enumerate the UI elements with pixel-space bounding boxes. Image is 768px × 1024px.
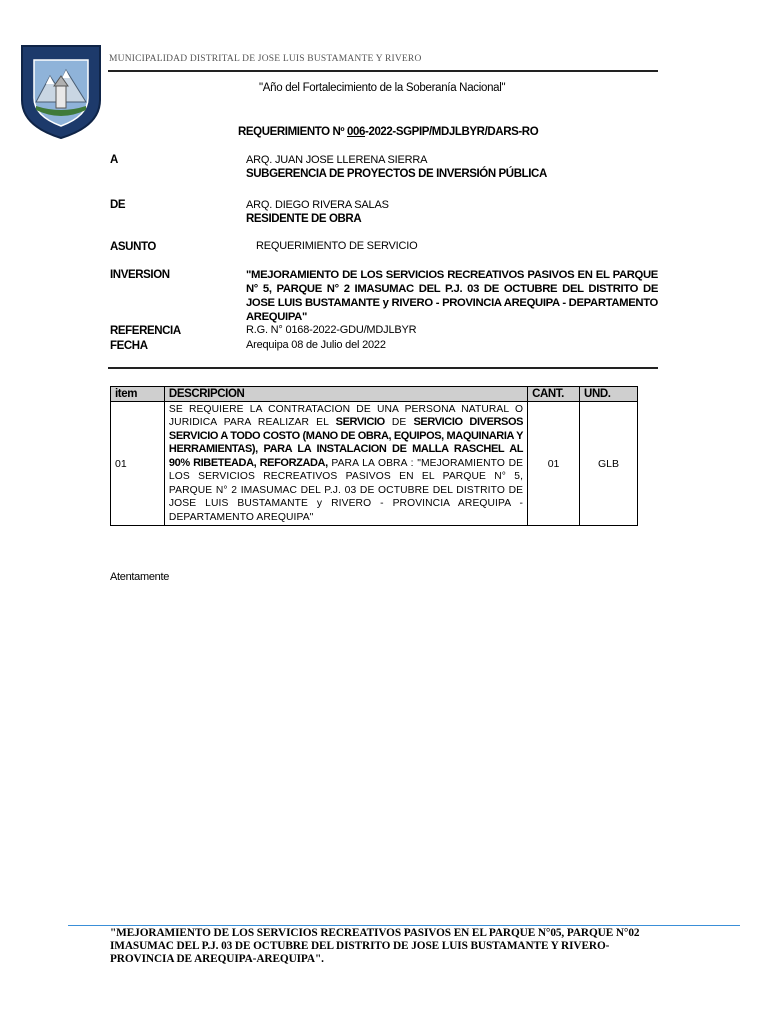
date-label: FECHA [110,340,148,352]
from-label: DE [110,199,126,211]
from-role: RESIDENTE DE OBRA [246,213,362,225]
col-unit: UND. [580,387,638,402]
investment-value: "MEJORAMIENTO DE LOS SERVICIOS RECREATIVOS PASIVOS EN EL PARQUE N° 5, PARQUE N° 2 IMASUMAC DEL P.J. 03 DE OCTUBRE DEL DISTRITO DE JOSE LUIS BUSTAMANTE y RIVERO - PROVINCIA AREQUIPA - DEPARTAMENTO AREQUIPA" [246,269,658,323]
from-name: ARQ. DIEGO RIVERA SALAS [246,199,389,211]
investment-label: INVERSION [110,269,170,281]
municipality-logo [18,42,104,140]
table-row [111,402,638,526]
header-rule [108,70,658,72]
requirements-table [110,386,638,526]
subject-value: REQUERIMIENTO DE SERVICIO [256,240,418,252]
footer-rule [68,925,740,926]
to-label: A [110,154,118,166]
col-quantity: CANT. [528,387,580,402]
row-unit: GLB [580,402,638,526]
footer-project-title: "MEJORAMIENTO DE LOS SERVICIOS RECREATIVOS PASIVOS EN EL PARQUE N°05, PARQUE N°02 IMASUMAC DEL P.J. 03 DE OCTUBRE DEL DISTRITO DE JOSE LUIS BUSTAMANTE Y RIVERO-PROVINCIA DE AREQUIPA-AREQUIPA". [110,927,640,965]
row-quantity: 01 [528,402,580,526]
date-value: Arequipa 08 de Julio del 2022 [246,339,386,351]
requirement-number: 006 [347,126,366,138]
subject-label: ASUNTO [110,241,156,253]
to-office: SUBGERENCIA DE PROYECTOS DE INVERSIÓN PÚBLICA [246,168,547,180]
closing-text: Atentamente [110,571,170,583]
to-name: ARQ. JUAN JOSE LLERENA SIERRA [246,154,428,166]
col-item: item [111,387,165,402]
year-motto: "Año del Fortalecimiento de la Soberanía Nacional" [259,82,506,94]
reference-label: REFERENCIA [110,325,181,337]
col-description: DESCRIPCION [164,387,527,402]
section-rule [108,367,658,369]
reference-value: R.G. N° 0168-2022-GDU/MDJLBYR [246,324,417,336]
municipality-name: MUNICIPALIDAD DISTRITAL DE JOSE LUIS BUSTAMANTE Y RIVERO [109,54,422,64]
row-description: SE REQUIERE LA CONTRATACION DE UNA PERSONA NATURAL O JURIDICA PARA REALIZAR EL SERVICIO DE SERVICIO DIVERSOS SERVICIO A TODO COSTO (MANO DE OBRA, EQUIPOS, MAQUINARIA Y HERRAMIENTAS), PARA LA INSTALACION DE MALLA RASCHEL AL 90% RIBETEADA, REFORZADA, PARA LA OBRA : "MEJORAMIENTO DE LOS SERVICIOS RECREATIVOS PASIVOS EN EL PARQUE N° 5, PARQUE N° 2 IMASUMAC DEL P.J. 03 DE OCTUBRE DEL DISTRITO DE JOSE LUIS BUSTAMANTE y RIVERO - PROVINCIA AREQUIPA - DEPARTAMENTO AREQUIPA" [164,402,527,526]
requirement-title: REQUERIMIENTO Nº 006-2022-SGPIP/MDJLBYR/DARS-RO [238,126,539,138]
row-item: 01 [111,402,165,526]
table-header-row [111,387,638,402]
